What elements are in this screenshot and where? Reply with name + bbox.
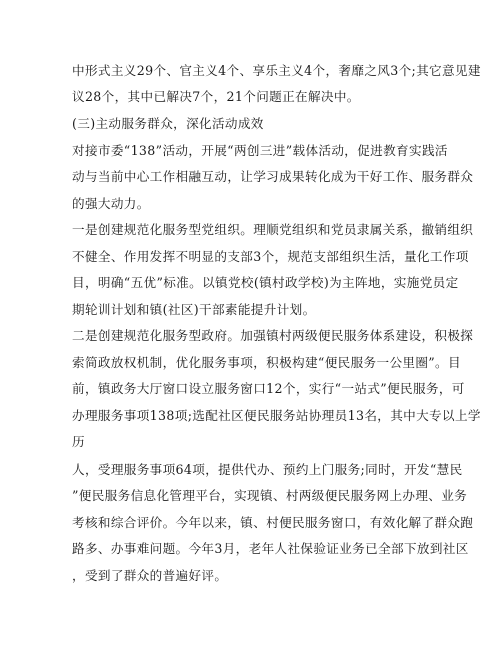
text-line: 的强大动力。 (72, 196, 150, 211)
text-line: ，受到了群众的普遍好评。 (72, 568, 228, 583)
text-line: ”便民服务信息化管理平台，实现镇、村两级便民服务网上办理、业务 (72, 488, 468, 503)
text-line: 考核和综合评价。今年以来，镇、村便民服务窗口，有效化解了群众跑 (72, 515, 474, 530)
text-line: 路多、办事难问题。今年3月，老年人社保验证业务已全部下放到社区 (72, 541, 469, 556)
text-line: 一是创建规范化服务型党组织。理顺党组织和党员隶属关系，撤销组织 (72, 222, 474, 237)
text-line: 前，镇政务大厅窗口设立服务窗口12个，实行“一站式”便民服务，可 (72, 381, 465, 396)
text-line: 中形式主义29个、官主义4个、享乐主义4个，奢靡之风3个;其它意见建 (72, 63, 481, 78)
section-heading: (三)主动服务群众，深化活动成效 (72, 116, 264, 131)
text-line: 动与当前中心工作相融互动，让学习成果转化成为干好工作、服务群众 (72, 169, 474, 184)
text-line: 议28个，其中已解决7个，21个问题正在解决中。 (72, 89, 360, 104)
text-line: 对接市委“138”活动，开展“两创三进”载体活动，促进教育实践活 (72, 143, 448, 158)
text-line: 历 (72, 434, 85, 449)
text-line: 人，受理服务事项64项，提供代办、预约上门服务;同时，开发“慧民 (72, 462, 463, 477)
text-line: 目，明确“五优”标准。以镇党校(镇村政学校)为主阵地，实施党员定 (72, 275, 459, 290)
text-line: 办理服务事项138项;选配社区便民服务站协理员13名，其中大专以上学 (72, 408, 481, 423)
text-line: 期轮训计划和镇(社区)干部素能提升计划。 (72, 302, 316, 317)
text-line: 索简政放权机制，优化服务事项，积极构建“便民服务一公里圈”。目 (72, 355, 461, 370)
text-line: 二是创建规范化服务型政府。加强镇村两级便民服务体系建设，积极探 (72, 328, 474, 343)
text-line: 不健全、作用发挥不明显的支部3个，规范支部组织生活，量化工作项 (72, 249, 469, 264)
